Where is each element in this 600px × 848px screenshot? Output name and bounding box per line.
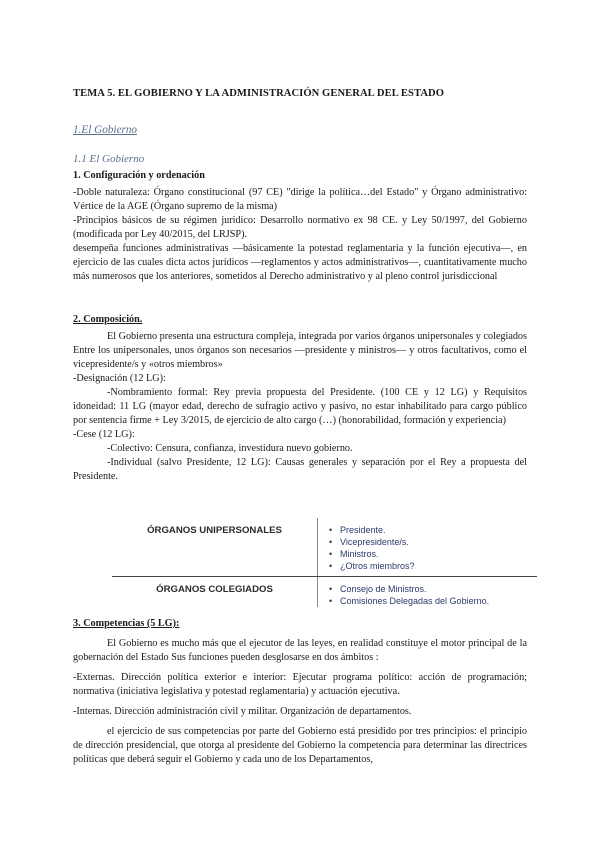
section-configuracion	[73, 169, 527, 284]
paragraph: desempeña funciones administrativas —básicamente la potestad reglamentaria y la función ejecutiva—, en ejercicio de las cuales dicta actos jurídicos —reglamentos y actos administrativos—, cuantitativamente mucho más numerosos que los anteriores, sometidos al Derecho administrativo y al pleno control jurisdiccional	[73, 243, 527, 282]
section-competencias	[73, 617, 527, 767]
paragraph: -Doble naturaleza: Órgano constitucional (97 CE) "dirige la política…del Estado" y Órgano administrativo: Vértice de la AGE (Órgano supremo de la misma)	[73, 187, 527, 212]
organs-unipersonales-list	[318, 518, 415, 576]
paragraph: -Cese (12 LG):	[73, 429, 135, 440]
list-item: • Ministros.	[334, 548, 415, 560]
list-item: • Consejo de Ministros.	[334, 583, 489, 595]
list-item: • Vicepresidente/s.	[334, 536, 415, 548]
list-item: • Presidente.	[334, 524, 415, 536]
section-heading: 3. Competencias (5 LG):	[73, 618, 180, 629]
heading-el-gobierno: 1.El Gobierno	[73, 124, 138, 136]
paragraph: -Individual (salvo Presidente, 12 LG): Causas generales y separación por el Rey a propuesta del Presidente.	[73, 457, 527, 482]
organs-colegiados-label: ÓRGANOS COLEGIADOS	[156, 584, 273, 595]
document-title: TEMA 5. EL GOBIERNO Y LA ADMINISTRACIÓN GENERAL DEL ESTADO	[73, 88, 445, 99]
organs-table	[112, 518, 537, 607]
paragraph: El Gobierno presenta una estructura compleja, integrada por varios órganos unipersonales y colegiados Entre los unipersonales, unos órganos son necesarios —presidente y ministros— y otros facultativos, como el vicepresidente/s y «otros miembros»	[73, 331, 527, 370]
list-item: • Comisiones Delegadas del Gobierno.	[334, 595, 489, 607]
paragraph: -Externas. Dirección política exterior e interior: Ejecutar programa político: acción de programación; normativa (iniciativa legislativa y potestad reglamentaria) y actuación ejecutiva.	[73, 672, 527, 697]
paragraph: -Nombramiento formal: Rey previa propuesta del Presidente. (100 CE y 12 LG) y Requisitos idoneidad: 11 LG (mayor edad, derecho de sufragio activo y pasivo, no estar inhabilitado para cargo público por sentencia firme + Ley 3/2015, de ejercicio de alto cargo (…) (honorabilidad, formación y experiencia)	[73, 387, 527, 426]
paragraph: -Designación (12 LG):	[73, 373, 166, 384]
organs-row-unipersonales	[112, 518, 537, 576]
section-heading: 1. Configuración y ordenación	[73, 170, 205, 181]
paragraph: -Internas. Dirección administración civil y militar. Organización de departamentos.	[73, 706, 412, 717]
organs-colegiados-list	[318, 577, 489, 607]
paragraph: el ejercicio de sus competencias por parte del Gobierno está presidido por tres principios: el principio de dirección presidencial, que otorga al presidente del Gobierno la competencia para determinar las directrices políticas que deberá seguir el Gobierno y cada uno de los Departamentos,	[73, 726, 527, 765]
paragraph: El Gobierno es mucho más que el ejecutor de las leyes, en realidad constituye el motor principal de la gobernación del Estado Sus funciones pueden desglosarse en dos ámbitos :	[73, 638, 527, 663]
organs-unipersonales-label: ÓRGANOS UNIPERSONALES	[147, 525, 282, 536]
section-heading: 2. Composición.	[73, 314, 143, 325]
subheading-el-gobierno: 1.1 El Gobierno	[73, 153, 145, 165]
organs-row-colegiados	[112, 576, 537, 607]
paragraph: -Colectivo: Censura, confianza, investidura nuevo gobierno.	[107, 443, 353, 454]
list-item: • ¿Otros miembros?	[334, 560, 415, 572]
paragraph: -Principios básicos de su régimen jurídico: Desarrollo normativo ex 98 CE. y Ley 50/1997, del Gobierno (modificada por Ley 40/2015, del LRJSP).	[73, 215, 527, 240]
section-composicion	[73, 313, 527, 484]
